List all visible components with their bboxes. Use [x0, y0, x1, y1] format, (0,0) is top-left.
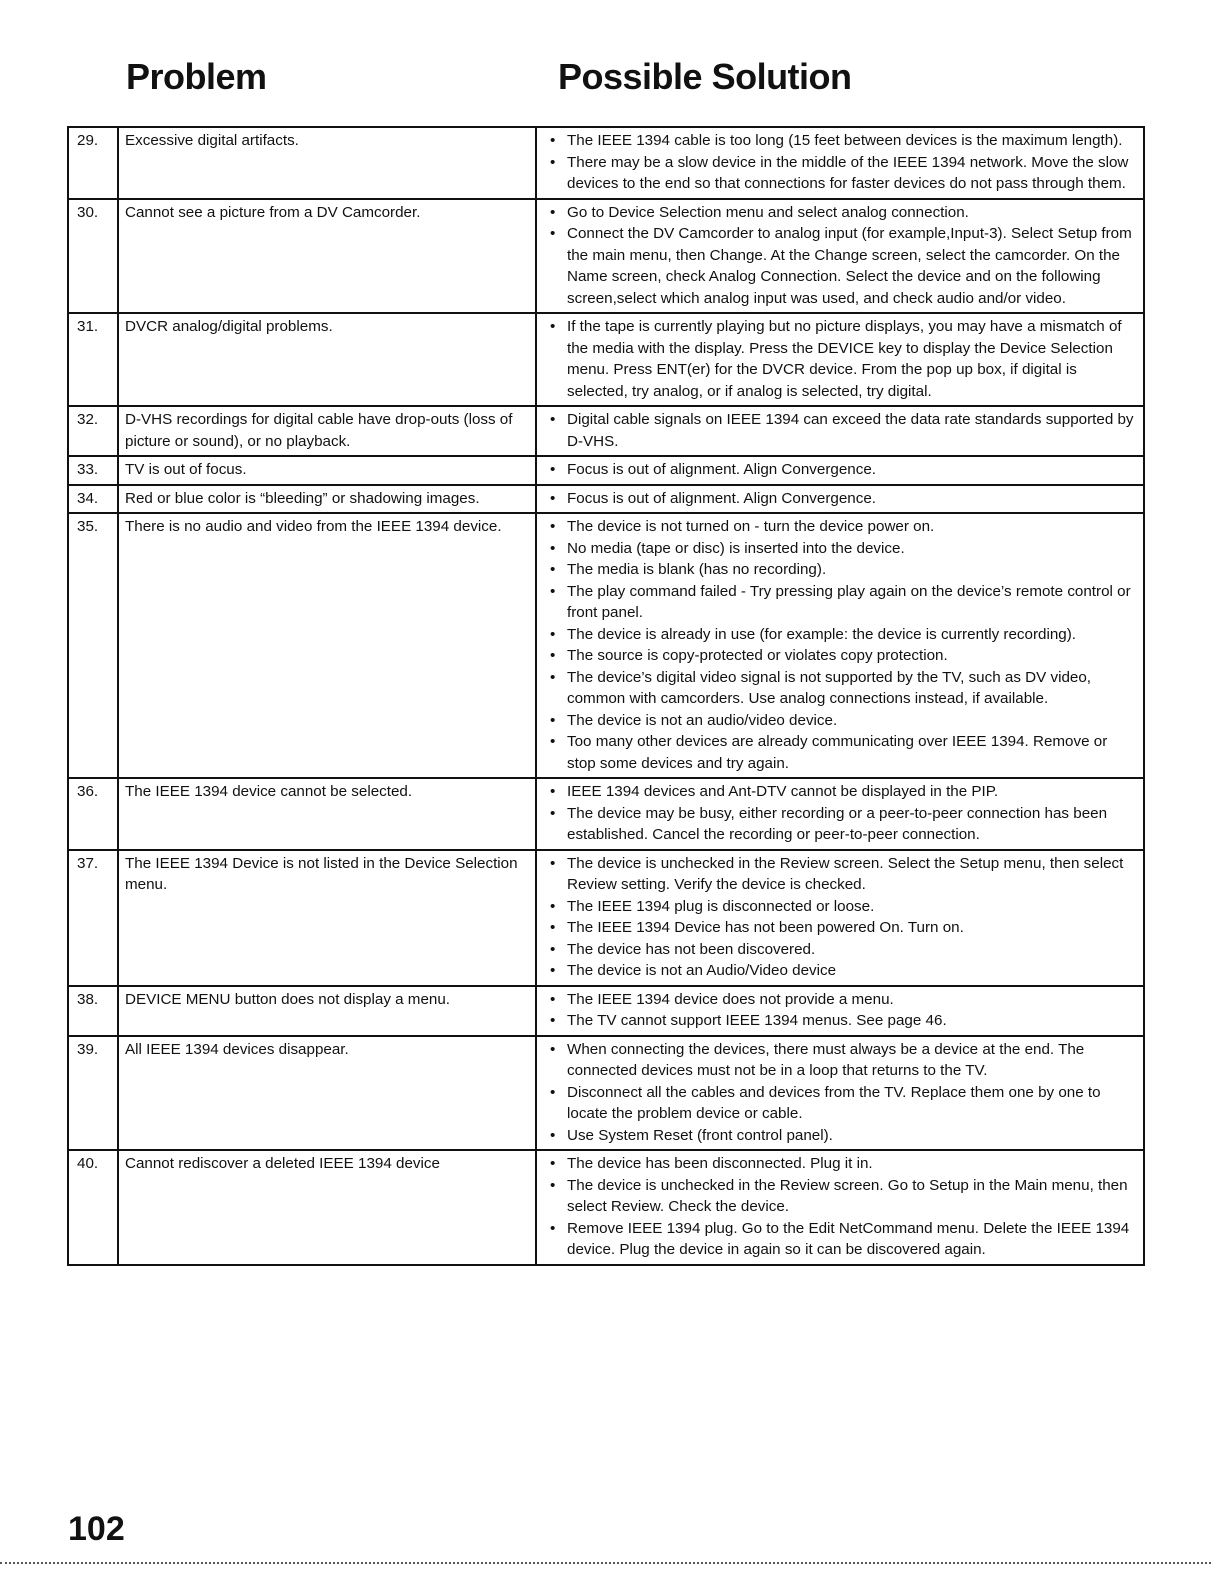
row-number: 34.	[68, 485, 118, 514]
solution-item: • Go to Device Selection menu and select analog connection.	[543, 202, 1137, 224]
solution-item: • The play command failed - Try pressing play again on the device’s remote control or front panel.	[543, 581, 1137, 624]
table-row	[68, 456, 1144, 485]
table-row	[68, 313, 1144, 406]
problem-cell: DEVICE MENU button does not display a menu.	[118, 986, 536, 1036]
problem-cell: D-VHS recordings for digital cable have drop-outs (loss of picture or sound), or no playback.	[118, 406, 536, 456]
table-row	[68, 406, 1144, 456]
solution-list	[543, 409, 1137, 452]
row-number: 32.	[68, 406, 118, 456]
table-row	[68, 199, 1144, 314]
table-row	[68, 127, 1144, 199]
solution-item: • The device may be busy, either recording or a peer-to-peer connection has been established. Cancel the recording or peer-to-peer connection.	[543, 803, 1137, 846]
table-row	[68, 485, 1144, 514]
problem-cell: Excessive digital artifacts.	[118, 127, 536, 199]
troubleshooting-table	[67, 126, 1145, 1266]
solution-item: • Focus is out of alignment. Align Convergence.	[543, 459, 1137, 481]
solution-cell	[536, 1150, 1144, 1265]
solution-list	[543, 130, 1137, 195]
solution-item: • Focus is out of alignment. Align Convergence.	[543, 488, 1137, 510]
solution-list	[543, 459, 1137, 481]
table-row	[68, 778, 1144, 850]
solution-item: • The device is already in use (for example: the device is currently recording).	[543, 624, 1137, 646]
solution-item: • There may be a slow device in the middle of the IEEE 1394 network. Move the slow devices to the end so that connections for faster devices do not pass through them.	[543, 152, 1137, 195]
solution-list	[543, 202, 1137, 310]
row-number: 37.	[68, 850, 118, 986]
solution-item: • When connecting the devices, there must always be a device at the end. The connected devices must not be in a loop that returns to the TV.	[543, 1039, 1137, 1082]
solution-item: • The device has not been discovered.	[543, 939, 1137, 961]
row-number: 38.	[68, 986, 118, 1036]
problem-cell: The IEEE 1394 device cannot be selected.	[118, 778, 536, 850]
solution-list	[543, 781, 1137, 846]
solution-item: • The device is unchecked in the Review screen. Select the Setup menu, then select Review setting. Verify the device is checked.	[543, 853, 1137, 896]
solution-item: • The device has been disconnected. Plug it in.	[543, 1153, 1137, 1175]
solution-item: • Digital cable signals on IEEE 1394 can exceed the data rate standards supported by D-VHS.	[543, 409, 1137, 452]
solution-item: • The IEEE 1394 plug is disconnected or loose.	[543, 896, 1137, 918]
table-row	[68, 1150, 1144, 1265]
solution-item: • Too many other devices are already communicating over IEEE 1394. Remove or stop some devices and try again.	[543, 731, 1137, 774]
solution-item: • No media (tape or disc) is inserted into the device.	[543, 538, 1137, 560]
solution-list	[543, 1039, 1137, 1147]
solution-cell	[536, 778, 1144, 850]
solution-item: • The device is unchecked in the Review screen. Go to Setup in the Main menu, then select Review. Check the device.	[543, 1175, 1137, 1218]
solution-cell	[536, 406, 1144, 456]
solution-cell	[536, 513, 1144, 778]
solution-item: • IEEE 1394 devices and Ant-DTV cannot be displayed in the PIP.	[543, 781, 1137, 803]
solution-list	[543, 853, 1137, 982]
solution-item: • Disconnect all the cables and devices from the TV. Replace them one by one to locate the problem device or cable.	[543, 1082, 1137, 1125]
solution-item: • The IEEE 1394 device does not provide a menu.	[543, 989, 1137, 1011]
problem-cell: Cannot rediscover a deleted IEEE 1394 device	[118, 1150, 536, 1265]
table-row	[68, 513, 1144, 778]
solution-item: • The source is copy-protected or violates copy protection.	[543, 645, 1137, 667]
page-number: 102	[68, 1510, 125, 1548]
solution-cell	[536, 986, 1144, 1036]
table-row	[68, 986, 1144, 1036]
solution-cell	[536, 485, 1144, 514]
solution-item: • The device is not turned on - turn the device power on.	[543, 516, 1137, 538]
row-number: 33.	[68, 456, 118, 485]
table-row	[68, 850, 1144, 986]
problem-cell: Red or blue color is “bleeding” or shadowing images.	[118, 485, 536, 514]
problem-cell: The IEEE 1394 Device is not listed in the Device Selection menu.	[118, 850, 536, 986]
solution-item: • The device is not an audio/video device.	[543, 710, 1137, 732]
solution-item: • The IEEE 1394 cable is too long (15 feet between devices is the maximum length).	[543, 130, 1137, 152]
solution-item: • Use System Reset (front control panel).	[543, 1125, 1137, 1147]
problem-cell: There is no audio and video from the IEEE 1394 device.	[118, 513, 536, 778]
solution-item: • The IEEE 1394 Device has not been powered On. Turn on.	[543, 917, 1137, 939]
solution-list	[543, 989, 1137, 1032]
problem-cell: TV is out of focus.	[118, 456, 536, 485]
row-number: 30.	[68, 199, 118, 314]
solution-column-header: Possible Solution	[558, 56, 852, 97]
solution-cell	[536, 1036, 1144, 1151]
problem-cell: DVCR analog/digital problems.	[118, 313, 536, 406]
solution-item: • If the tape is currently playing but no picture displays, you may have a mismatch of the media with the display. Press the DEVICE key to display the Device Selection menu. Press ENT(er) for the DVCR device. From the pop up box, if digital is selected, try analog, or if analog is selected, try digital.	[543, 316, 1137, 402]
solution-list	[543, 488, 1137, 510]
solution-item: • The device’s digital video signal is not supported by the TV, such as DV video, common with camcorders. Use analog connections instead, if available.	[543, 667, 1137, 710]
row-number: 29.	[68, 127, 118, 199]
solution-list	[543, 1153, 1137, 1261]
solution-cell	[536, 313, 1144, 406]
row-number: 40.	[68, 1150, 118, 1265]
solution-item: • The media is blank (has no recording).	[543, 559, 1137, 581]
solution-cell	[536, 850, 1144, 986]
row-number: 35.	[68, 513, 118, 778]
row-number: 36.	[68, 778, 118, 850]
solution-item: • Connect the DV Camcorder to analog input (for example,Input-3). Select Setup from the main menu, then Change. At the Change screen, select the camcorder. On the Name screen, check Analog Connection. Select the device and on the following screen,select which analog input was used, and check audio and/or video.	[543, 223, 1137, 309]
solution-item: • The TV cannot support IEEE 1394 menus. See page 46.	[543, 1010, 1137, 1032]
solution-item: • The device is not an Audio/Video device	[543, 960, 1137, 982]
problem-cell: All IEEE 1394 devices disappear.	[118, 1036, 536, 1151]
problem-column-header: Problem	[126, 56, 267, 97]
problem-cell: Cannot see a picture from a DV Camcorder.	[118, 199, 536, 314]
solution-cell	[536, 199, 1144, 314]
solution-list	[543, 516, 1137, 774]
row-number: 39.	[68, 1036, 118, 1151]
solution-cell	[536, 456, 1144, 485]
bottom-rule	[0, 1562, 1211, 1564]
solution-cell	[536, 127, 1144, 199]
solution-item: • Remove IEEE 1394 plug. Go to the Edit NetCommand menu. Delete the IEEE 1394 device. Plug the device in again so it can be discovered again.	[543, 1218, 1137, 1261]
row-number: 31.	[68, 313, 118, 406]
table-row	[68, 1036, 1144, 1151]
solution-list	[543, 316, 1137, 402]
